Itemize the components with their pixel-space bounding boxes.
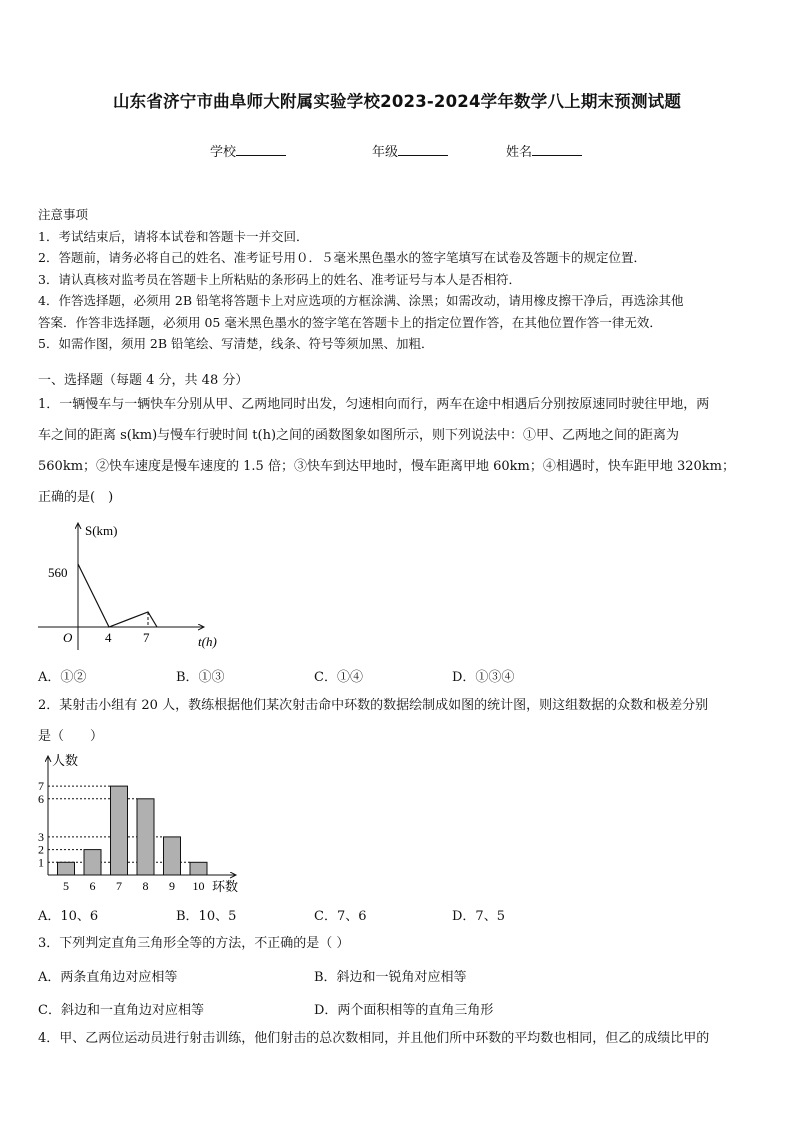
y-tick-label: 6 xyxy=(38,791,44,806)
score-bar-chart xyxy=(30,752,250,897)
grade-label: 年级 xyxy=(372,145,399,160)
option-c[interactable]: C．①④ xyxy=(314,670,363,685)
bar-8 xyxy=(137,799,154,875)
section-heading: 一、选择题（每题 4 分，共 48 分） xyxy=(38,373,249,388)
notice-item: 3．请认真核对监考员在答题卡上所粘贴的条形码上的姓名、准考证号与本人是否相符． xyxy=(38,271,521,287)
option-a[interactable]: A．两条直角边对应相等 xyxy=(38,970,178,985)
x-tick-label: 5 xyxy=(63,879,69,893)
bar-5 xyxy=(58,862,75,875)
notice-item: 4．作答选择题，必须用 2B 铅笔将答题卡上对应选项的方框涂满、涂黑；如需改动，请用橡皮擦干净后，再选涂其他 xyxy=(38,293,684,308)
option-a[interactable]: A．①② xyxy=(38,670,87,685)
option-c[interactable]: C．斜边和一直角边对应相等 xyxy=(38,1003,204,1018)
notice-item: 答案．作答非选择题，必须用 05 毫米黑色墨水的签字笔在答题卡上的指定位置作答，在其他位置作答一律无效． xyxy=(38,314,662,330)
bar-10 xyxy=(190,862,207,875)
y-tick-label: 1 xyxy=(38,855,44,870)
x-tick-label: 6 xyxy=(89,879,96,893)
graph-y-label: S(km) xyxy=(85,523,118,538)
question-4-text xyxy=(38,1023,758,1054)
grade-field xyxy=(372,141,448,160)
option-d[interactable]: D．7、5 xyxy=(452,909,505,924)
graph-y-tick: 560 xyxy=(48,565,68,580)
graph-x-tick: 4 xyxy=(105,630,112,645)
option-a[interactable]: A．10、6 xyxy=(38,909,99,924)
school-blank[interactable] xyxy=(236,143,286,156)
option-d[interactable]: D．两个面积相等的直角三角形 xyxy=(314,1003,494,1018)
graph-x-tick: 7 xyxy=(143,630,150,645)
graph-x-label: t(h) xyxy=(198,634,217,649)
name-field xyxy=(506,141,582,160)
notice-item: 5．如需作图，须用 2B 铅笔绘、写清楚，线条、符号等须加黑、加粗． xyxy=(38,336,434,351)
page-title: 山东省济宁市曲阜师大附属实验学校2023-2024学年数学八上期末预测试题 xyxy=(112,92,682,111)
notice-item: 2．答题前，请务必将自己的姓名、准考证号用０．５毫米黑色墨水的签字笔填写在试卷及答题卡的规定位置． xyxy=(38,250,646,265)
option-c[interactable]: C．7、6 xyxy=(314,909,367,924)
question-line: 560km；②快车速度是慢车速度的 1.5 倍；③快车到达甲地时，慢车距离甲地 60km；④相遇时，快车距甲地 320km； xyxy=(38,459,735,474)
chart-x-label: 环数 xyxy=(212,879,239,894)
option-b[interactable]: B．①③ xyxy=(176,670,225,685)
bar-7 xyxy=(111,786,128,875)
option-b[interactable]: B．斜边和一锐角对应相等 xyxy=(314,970,467,985)
question-1-text xyxy=(38,389,758,513)
option-d[interactable]: D．①③④ xyxy=(452,670,515,685)
notice-item: 1．考试结束后，请将本试卷和答题卡一并交回． xyxy=(38,228,309,244)
x-tick-label: 8 xyxy=(142,879,149,893)
question-line: 3．下列判定直角三角形全等的方法，不正确的是（ ） xyxy=(38,936,350,951)
question-line: 1．一辆慢车与一辆快车分别从甲、乙两地同时出发，匀速相向而行，两车在途中相遇后分别按原速同时驶往甲地，两 xyxy=(38,397,710,412)
school-label: 学校 xyxy=(210,145,237,160)
option-b[interactable]: B．10、5 xyxy=(176,909,237,924)
y-tick-label: 7 xyxy=(38,779,44,794)
bar-6 xyxy=(84,850,101,875)
school-field xyxy=(210,141,286,160)
question-line: 车之间的距离 s(km)与慢车行驶时间 t(h)之间的函数图象如图所示，则下列说法中：①甲、乙两地之间的距离为 xyxy=(38,428,680,443)
x-tick-label: 9 xyxy=(169,879,175,893)
question-line: 是（ ） xyxy=(38,729,104,744)
question-2-text xyxy=(38,690,758,752)
distance-time-graph xyxy=(38,515,238,655)
chart-y-label: 人数 xyxy=(52,753,79,768)
y-tick-label: 2 xyxy=(38,842,44,857)
name-blank[interactable] xyxy=(532,143,582,156)
question-3-text xyxy=(38,928,758,959)
x-tick-label: 10 xyxy=(192,879,205,893)
x-tick-label: 7 xyxy=(116,879,122,893)
graph-origin: O xyxy=(63,630,73,645)
distance-curve xyxy=(78,564,157,627)
question-line: 2．某射击小组有 20 人，教练根据他们某次射击命中环数的数据绘制成如图的统计图，则这组数据的众数和极差分别 xyxy=(38,698,709,713)
notice-heading: 注意事项 xyxy=(38,207,89,222)
grade-blank[interactable] xyxy=(398,143,448,156)
notice-block xyxy=(38,204,758,355)
question-line: 正确的是( ) xyxy=(38,490,114,505)
bar-9 xyxy=(164,837,181,875)
name-label: 姓名 xyxy=(506,145,533,160)
y-tick-label: 3 xyxy=(38,829,44,844)
question-line: 4．甲、乙两位运动员进行射击训练，他们射击的总次数相同，并且他们所中环数的平均数也相同，但乙的成绩比甲的 xyxy=(38,1031,710,1046)
